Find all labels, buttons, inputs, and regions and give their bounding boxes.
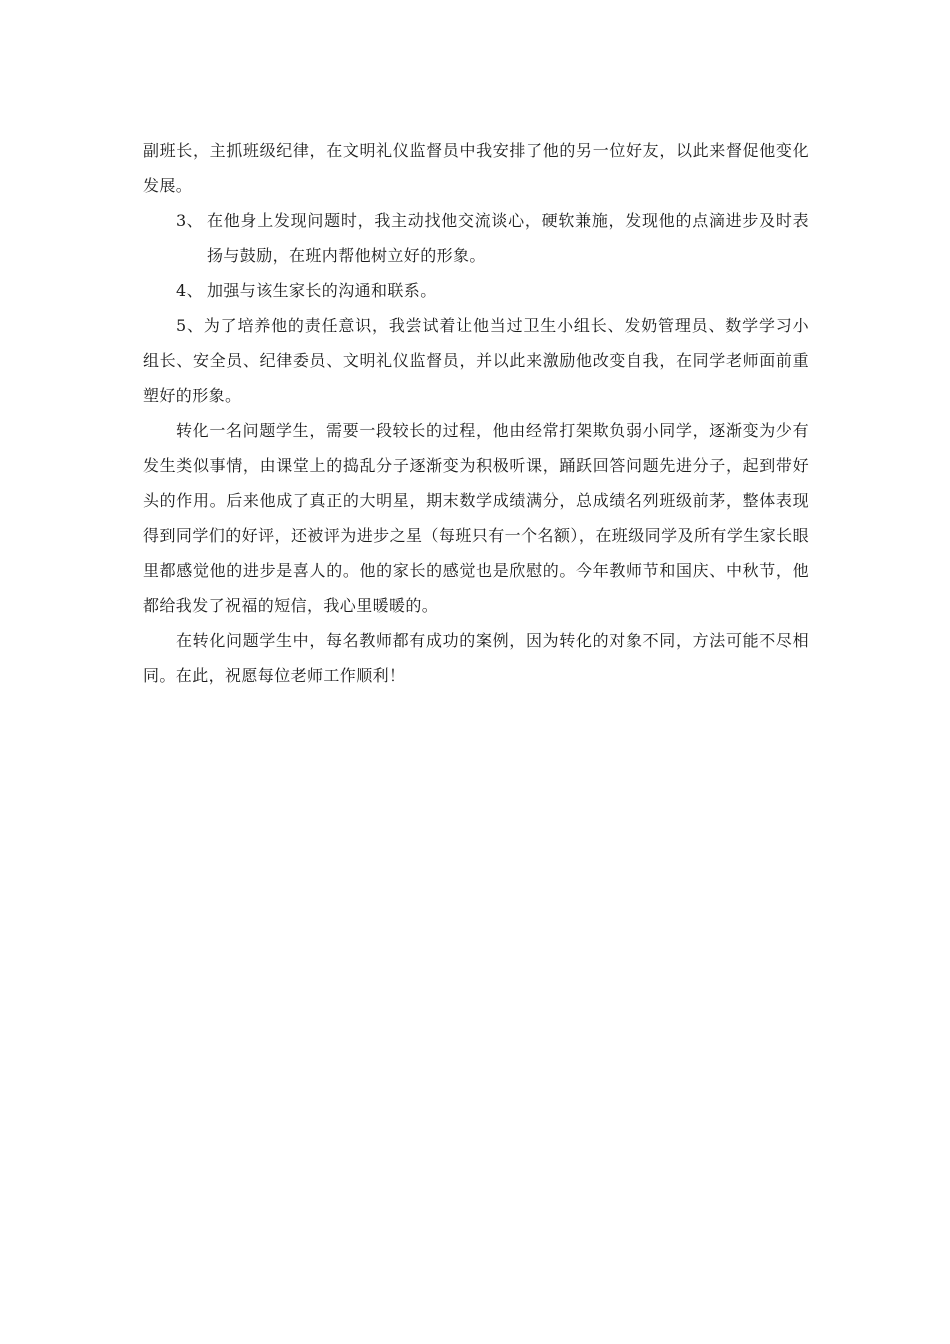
document-body	[143, 133, 809, 693]
list-text-3: 在他身上发现问题时，我主动找他交流谈心，硬软兼施，发现他的点滴进步及时表扬与鼓励，在班内帮他树立好的形象。	[207, 211, 809, 265]
paragraph-transformation: 转化一名问题学生，需要一段较长的过程，他由经常打架欺负弱小同学，逐渐变为少有发生类似事情，由课堂上的捣乱分子逐渐变为积极听课，踊跃回答问题先进分子，起到带好头的作用。后来他成了真正的大明星，期末数学成绩满分，总成绩名列班级前茅，整体表现得到同学们的好评，还被评为进步之星（每班只有一个名额），在班级同学及所有学生家长眼里都感觉他的进步是喜人的。他的家长的感觉也是欣慰的。今年教师节和国庆、中秋节，他都给我发了祝福的短信，我心里暖暖的。	[143, 421, 809, 615]
list-text-4: 加强与该生家长的沟通和联系。	[207, 281, 437, 300]
list-item-4	[143, 273, 809, 308]
paragraph-conclusion: 在转化问题学生中，每名教师都有成功的案例，因为转化的对象不同，方法可能不尽相同。在此，祝愿每位老师工作顺利！	[143, 631, 809, 685]
list-number-3: 3、	[176, 211, 203, 230]
paragraph-item-5: 5、为了培养他的责任意识，我尝试着让他当过卫生小组长、发奶管理员、数学学习小组长、安全员、纪律委员、文明礼仪监督员，并以此来激励他改变自我，在同学老师面前重塑好的形象。	[143, 316, 809, 405]
list-item-3	[143, 203, 809, 273]
paragraph-continuation: 副班长，主抓班级纪律，在文明礼仪监督员中我安排了他的另一位好友，以此来督促他变化发展。	[143, 141, 809, 195]
list-number-4: 4、	[176, 281, 203, 300]
